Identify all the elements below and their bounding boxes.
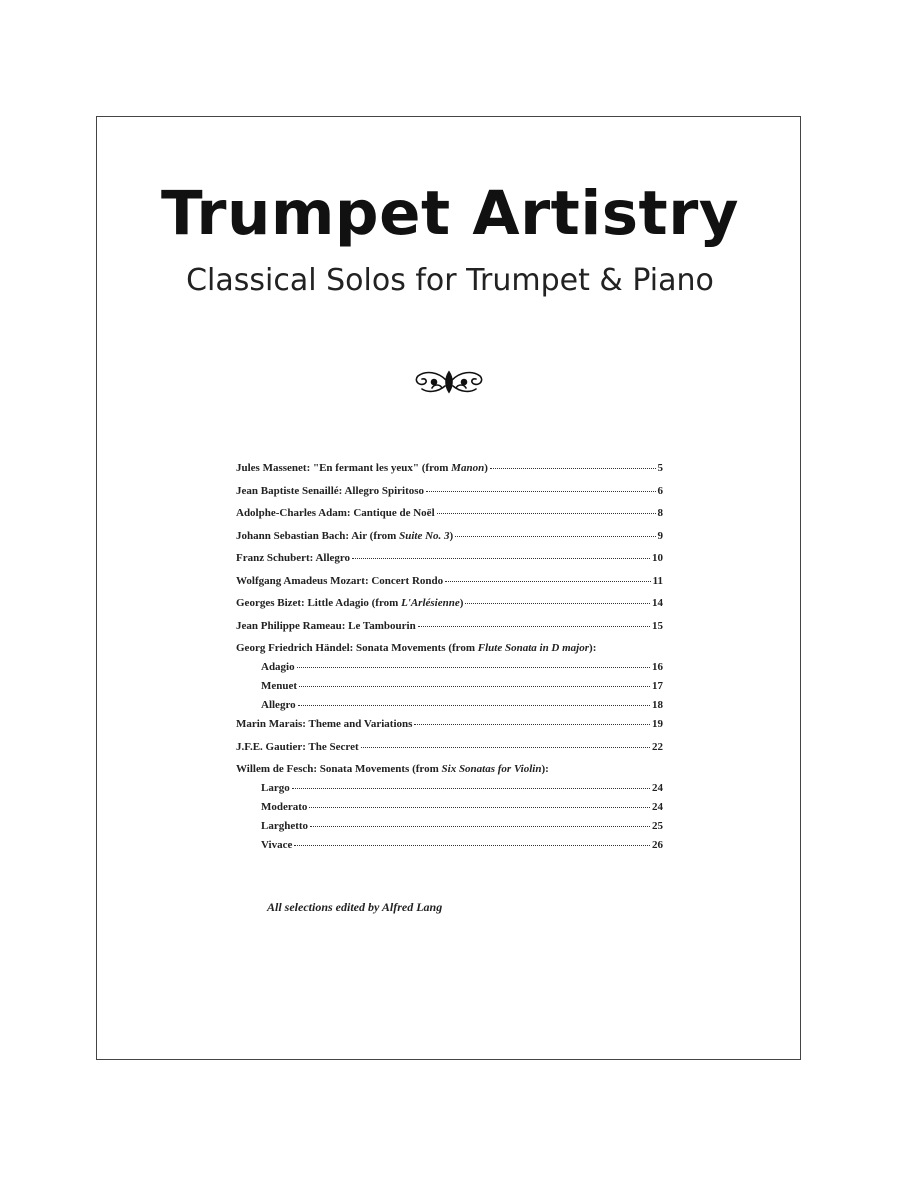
page-number: 10 xyxy=(652,552,663,564)
page-number: 15 xyxy=(652,619,663,632)
dot-leader xyxy=(437,513,656,514)
toc-entry-title: Georg Friedrich Händel: Sonata Movements (from Flute Sonata in D major): xyxy=(236,642,597,654)
toc-row xyxy=(236,485,663,508)
toc-row xyxy=(236,801,663,820)
dot-leader xyxy=(465,603,650,604)
page-number: 19 xyxy=(652,718,663,730)
page-number: 5 xyxy=(657,462,663,474)
dot-leader xyxy=(426,491,655,492)
toc-row xyxy=(236,839,663,858)
dot-leader xyxy=(298,705,650,706)
toc-entry-title: Jean Baptiste Senaillé: Allegro Spiritoso xyxy=(236,484,425,497)
toc-row xyxy=(236,530,663,553)
page-number: 25 xyxy=(652,820,663,832)
page-number: 24 xyxy=(652,801,663,813)
dot-leader xyxy=(309,807,650,808)
dot-leader xyxy=(310,826,650,827)
toc-row xyxy=(236,575,663,598)
toc-entry-title: Largo xyxy=(261,782,290,794)
page-number: 16 xyxy=(652,661,663,673)
toc-entry-title: Georges Bizet: Little Adagio (from L'Arlésienne) xyxy=(236,597,464,609)
editor-credit: All selections edited by Alfred Lang xyxy=(267,900,443,914)
toc-entry-title: Franz Schubert: Allegro xyxy=(236,552,351,564)
toc-row xyxy=(236,782,663,801)
toc-row xyxy=(236,718,663,741)
toc-entry-title: Vivace xyxy=(261,839,293,851)
toc-entry-title: Jean Philippe Rameau: Le Tambourin xyxy=(236,619,416,632)
toc-row xyxy=(236,507,663,530)
toc-entry-title: Wolfgang Amadeus Mozart: Concert Rondo xyxy=(236,574,444,587)
toc-row xyxy=(236,642,663,661)
page-number: 11 xyxy=(652,574,663,587)
toc-entry-title: Larghetto xyxy=(261,820,309,832)
dot-leader xyxy=(455,536,655,537)
toc-entry-title: Willem de Fesch: Sonata Movements (from Six Sonatas for Violin): xyxy=(236,763,549,775)
dot-leader xyxy=(292,788,650,789)
toc-entry-title: Adagio xyxy=(261,661,295,673)
dot-leader xyxy=(297,667,650,668)
toc-row xyxy=(236,741,663,764)
page-number: 14 xyxy=(652,597,663,609)
dot-leader xyxy=(414,724,650,725)
page-number: 17 xyxy=(652,680,663,692)
page-title: Trumpet Artistry xyxy=(160,178,740,249)
dot-leader xyxy=(361,747,650,748)
page-number: 26 xyxy=(652,839,663,851)
table-of-contents xyxy=(236,462,663,858)
toc-row xyxy=(236,462,663,485)
toc-entry-title: Jules Massenet: "En fermant les yeux" (from Manon) xyxy=(236,462,488,474)
toc-row xyxy=(236,699,663,718)
toc-entry-title: Allegro xyxy=(261,699,296,711)
toc-row xyxy=(236,620,663,643)
toc-entry-title: Moderato xyxy=(261,801,308,813)
dot-leader xyxy=(294,845,650,846)
toc-entry-title: Johann Sebastian Bach: Air (from Suite No. 3) xyxy=(236,529,454,542)
toc-entry-title: J.F.E. Gautier: The Secret xyxy=(236,740,359,753)
toc-row xyxy=(236,552,663,575)
toc-row xyxy=(236,763,663,782)
page-subtitle: Classical Solos for Trumpet & Piano xyxy=(186,263,714,298)
toc-entry-title: Menuet xyxy=(261,680,298,692)
toc-row xyxy=(236,597,663,620)
toc-entry-title: Marin Marais: Theme and Variations xyxy=(236,718,413,730)
page-number: 6 xyxy=(657,484,663,497)
dot-leader xyxy=(299,686,650,687)
page-number: 8 xyxy=(657,507,663,519)
page-number: 9 xyxy=(657,529,663,542)
dot-leader xyxy=(445,581,650,582)
toc-row xyxy=(236,680,663,699)
page-number: 22 xyxy=(652,740,663,753)
dot-leader xyxy=(352,558,650,559)
toc-entry-title: Adolphe-Charles Adam: Cantique de Noël xyxy=(236,507,435,519)
page-number: 18 xyxy=(652,699,663,711)
dot-leader xyxy=(490,468,656,469)
decorative-fleuron-icon xyxy=(412,366,486,396)
dot-leader xyxy=(418,626,650,627)
toc-row xyxy=(236,661,663,680)
toc-row xyxy=(236,820,663,839)
page-number: 24 xyxy=(652,782,663,794)
